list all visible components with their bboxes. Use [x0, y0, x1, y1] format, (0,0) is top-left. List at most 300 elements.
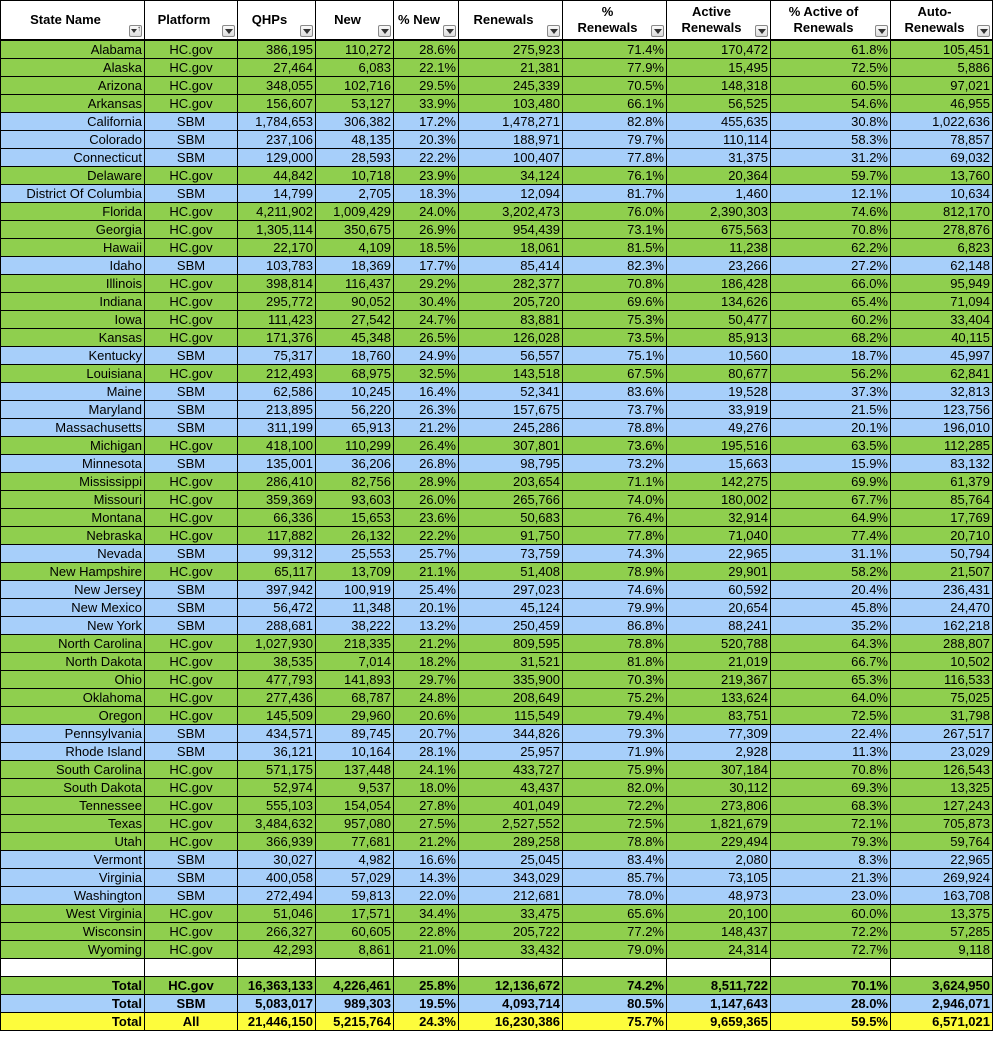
active-renewals-cell[interactable]: 22,965 — [667, 545, 771, 563]
platform-cell[interactable]: SBM — [145, 185, 238, 203]
platform-cell[interactable]: SBM — [145, 617, 238, 635]
pct-renewals-cell[interactable]: 82.0% — [563, 779, 667, 797]
renewals-cell[interactable]: 115,549 — [459, 707, 563, 725]
pct-new-cell[interactable]: 30.4% — [394, 293, 459, 311]
new-cell[interactable]: 110,272 — [316, 40, 394, 59]
active-renewals-cell[interactable]: 1,821,679 — [667, 815, 771, 833]
auto-renewals-cell[interactable]: 13,325 — [891, 779, 993, 797]
col-header-new[interactable] — [316, 1, 394, 41]
pct-active-cell[interactable]: 58.3% — [771, 131, 891, 149]
pct-renewals-cell[interactable]: 73.7% — [563, 401, 667, 419]
renewals-cell[interactable]: 433,727 — [459, 761, 563, 779]
qhps-cell[interactable]: 295,772 — [238, 293, 316, 311]
active-renewals-cell[interactable]: 273,806 — [667, 797, 771, 815]
pct-active-cell[interactable]: 62.2% — [771, 239, 891, 257]
state-name-cell[interactable]: Colorado — [1, 131, 145, 149]
qhps-cell[interactable]: 555,103 — [238, 797, 316, 815]
filter-dropdown-icon[interactable] — [378, 25, 391, 37]
pct-new-cell[interactable]: 26.3% — [394, 401, 459, 419]
qhps-cell[interactable]: 1,027,930 — [238, 635, 316, 653]
pct-renewals-cell[interactable]: 81.8% — [563, 653, 667, 671]
platform-cell[interactable]: HC.gov — [145, 779, 238, 797]
new-cell[interactable]: 141,893 — [316, 671, 394, 689]
pct-renewals-cell[interactable]: 76.0% — [563, 203, 667, 221]
new-cell[interactable]: 28,593 — [316, 149, 394, 167]
renewals-cell[interactable]: 31,521 — [459, 653, 563, 671]
qhps-cell[interactable]: 359,369 — [238, 491, 316, 509]
state-name-cell[interactable]: California — [1, 113, 145, 131]
active-renewals-cell[interactable]: 9,659,365 — [667, 1013, 771, 1031]
pct-active-cell[interactable]: 37.3% — [771, 383, 891, 401]
state-name-cell[interactable]: Arizona — [1, 77, 145, 95]
new-cell[interactable]: 10,245 — [316, 383, 394, 401]
pct-active-cell[interactable]: 8.3% — [771, 851, 891, 869]
pct-active-cell[interactable]: 70.8% — [771, 761, 891, 779]
pct-active-cell[interactable]: 79.3% — [771, 833, 891, 851]
pct-renewals-cell[interactable]: 70.5% — [563, 77, 667, 95]
auto-renewals-cell[interactable]: 1,022,636 — [891, 113, 993, 131]
pct-new-cell[interactable]: 24.8% — [394, 689, 459, 707]
auto-renewals-cell[interactable]: 22,965 — [891, 851, 993, 869]
renewals-cell[interactable]: 50,683 — [459, 509, 563, 527]
pct-active-cell[interactable]: 22.4% — [771, 725, 891, 743]
qhps-cell[interactable]: 51,046 — [238, 905, 316, 923]
renewals-cell[interactable]: 3,202,473 — [459, 203, 563, 221]
pct-new-cell[interactable]: 34.4% — [394, 905, 459, 923]
pct-active-cell[interactable]: 72.7% — [771, 941, 891, 959]
active-renewals-cell[interactable]: 20,364 — [667, 167, 771, 185]
platform-cell[interactable]: SBM — [145, 149, 238, 167]
qhps-cell[interactable]: 129,000 — [238, 149, 316, 167]
platform-cell[interactable]: SBM — [145, 347, 238, 365]
pct-new-cell[interactable]: 16.6% — [394, 851, 459, 869]
new-cell[interactable]: 82,756 — [316, 473, 394, 491]
pct-new-cell[interactable]: 18.5% — [394, 239, 459, 257]
filter-dropdown-icon[interactable] — [875, 25, 888, 37]
active-renewals-cell[interactable]: 1,147,643 — [667, 995, 771, 1013]
qhps-cell[interactable]: 237,106 — [238, 131, 316, 149]
renewals-cell[interactable]: 43,437 — [459, 779, 563, 797]
renewals-cell[interactable]: 34,124 — [459, 167, 563, 185]
new-cell[interactable]: 93,603 — [316, 491, 394, 509]
pct-active-cell[interactable]: 67.7% — [771, 491, 891, 509]
pct-active-cell[interactable]: 30.8% — [771, 113, 891, 131]
active-renewals-cell[interactable]: 85,913 — [667, 329, 771, 347]
state-name-cell[interactable]: Tennessee — [1, 797, 145, 815]
active-renewals-cell[interactable]: 133,624 — [667, 689, 771, 707]
qhps-cell[interactable]: 56,472 — [238, 599, 316, 617]
state-name-cell[interactable]: Total — [1, 1013, 145, 1031]
active-renewals-cell[interactable]: 455,635 — [667, 113, 771, 131]
auto-renewals-cell[interactable]: 812,170 — [891, 203, 993, 221]
qhps-cell[interactable]: 213,895 — [238, 401, 316, 419]
pct-new-cell[interactable]: 25.7% — [394, 545, 459, 563]
state-name-cell[interactable]: Kentucky — [1, 347, 145, 365]
pct-active-cell[interactable]: 70.1% — [771, 977, 891, 995]
active-renewals-cell[interactable]: 180,002 — [667, 491, 771, 509]
pct-new-cell[interactable]: 29.7% — [394, 671, 459, 689]
state-name-cell[interactable]: New Mexico — [1, 599, 145, 617]
pct-renewals-cell[interactable]: 80.5% — [563, 995, 667, 1013]
active-renewals-cell[interactable]: 56,525 — [667, 95, 771, 113]
platform-cell[interactable]: HC.gov — [145, 563, 238, 581]
pct-active-cell[interactable]: 20.1% — [771, 419, 891, 437]
qhps-cell[interactable]: 5,083,017 — [238, 995, 316, 1013]
auto-renewals-cell[interactable]: 105,451 — [891, 40, 993, 59]
auto-renewals-cell[interactable]: 33,404 — [891, 311, 993, 329]
platform-cell[interactable]: HC.gov — [145, 491, 238, 509]
qhps-cell[interactable]: 1,305,114 — [238, 221, 316, 239]
empty-cell[interactable] — [238, 959, 316, 977]
auto-renewals-cell[interactable]: 97,021 — [891, 77, 993, 95]
new-cell[interactable]: 26,132 — [316, 527, 394, 545]
new-cell[interactable]: 5,215,764 — [316, 1013, 394, 1031]
pct-active-cell[interactable]: 60.0% — [771, 905, 891, 923]
pct-new-cell[interactable]: 23.9% — [394, 167, 459, 185]
pct-renewals-cell[interactable]: 77.9% — [563, 59, 667, 77]
pct-renewals-cell[interactable]: 67.5% — [563, 365, 667, 383]
col-header-qhps[interactable] — [238, 1, 316, 41]
new-cell[interactable]: 68,975 — [316, 365, 394, 383]
pct-renewals-cell[interactable]: 72.5% — [563, 815, 667, 833]
platform-cell[interactable]: SBM — [145, 455, 238, 473]
auto-renewals-cell[interactable]: 3,624,950 — [891, 977, 993, 995]
auto-renewals-cell[interactable]: 62,841 — [891, 365, 993, 383]
qhps-cell[interactable]: 418,100 — [238, 437, 316, 455]
state-name-cell[interactable]: Louisiana — [1, 365, 145, 383]
pct-active-cell[interactable]: 64.0% — [771, 689, 891, 707]
col-header-active-renewals[interactable] — [667, 1, 771, 41]
pct-active-cell[interactable]: 56.2% — [771, 365, 891, 383]
auto-renewals-cell[interactable]: 269,924 — [891, 869, 993, 887]
auto-renewals-cell[interactable]: 162,218 — [891, 617, 993, 635]
auto-renewals-cell[interactable]: 32,813 — [891, 383, 993, 401]
new-cell[interactable]: 68,787 — [316, 689, 394, 707]
auto-renewals-cell[interactable]: 13,375 — [891, 905, 993, 923]
renewals-cell[interactable]: 205,720 — [459, 293, 563, 311]
qhps-cell[interactable]: 21,446,150 — [238, 1013, 316, 1031]
new-cell[interactable]: 56,220 — [316, 401, 394, 419]
active-renewals-cell[interactable]: 24,314 — [667, 941, 771, 959]
pct-active-cell[interactable]: 20.4% — [771, 581, 891, 599]
pct-new-cell[interactable]: 24.0% — [394, 203, 459, 221]
state-name-cell[interactable]: Rhode Island — [1, 743, 145, 761]
qhps-cell[interactable]: 52,974 — [238, 779, 316, 797]
auto-renewals-cell[interactable]: 116,533 — [891, 671, 993, 689]
active-renewals-cell[interactable]: 675,563 — [667, 221, 771, 239]
pct-renewals-cell[interactable]: 74.2% — [563, 977, 667, 995]
auto-renewals-cell[interactable]: 127,243 — [891, 797, 993, 815]
qhps-cell[interactable]: 266,327 — [238, 923, 316, 941]
qhps-cell[interactable]: 171,376 — [238, 329, 316, 347]
active-renewals-cell[interactable]: 110,114 — [667, 131, 771, 149]
active-renewals-cell[interactable]: 148,318 — [667, 77, 771, 95]
col-header-renewals[interactable] — [459, 1, 563, 41]
qhps-cell[interactable]: 398,814 — [238, 275, 316, 293]
state-name-cell[interactable]: Illinois — [1, 275, 145, 293]
pct-renewals-cell[interactable]: 70.8% — [563, 275, 667, 293]
pct-renewals-cell[interactable]: 71.1% — [563, 473, 667, 491]
renewals-cell[interactable]: 343,029 — [459, 869, 563, 887]
renewals-cell[interactable]: 208,649 — [459, 689, 563, 707]
active-renewals-cell[interactable]: 20,100 — [667, 905, 771, 923]
pct-renewals-cell[interactable]: 76.1% — [563, 167, 667, 185]
active-renewals-cell[interactable]: 2,080 — [667, 851, 771, 869]
pct-active-cell[interactable]: 68.2% — [771, 329, 891, 347]
qhps-cell[interactable]: 400,058 — [238, 869, 316, 887]
qhps-cell[interactable]: 3,484,632 — [238, 815, 316, 833]
new-cell[interactable]: 7,014 — [316, 653, 394, 671]
state-name-cell[interactable]: Oklahoma — [1, 689, 145, 707]
auto-renewals-cell[interactable]: 83,132 — [891, 455, 993, 473]
pct-renewals-cell[interactable]: 78.8% — [563, 419, 667, 437]
auto-renewals-cell[interactable]: 10,502 — [891, 653, 993, 671]
auto-renewals-cell[interactable]: 126,543 — [891, 761, 993, 779]
pct-renewals-cell[interactable]: 73.5% — [563, 329, 667, 347]
platform-cell[interactable]: SBM — [145, 869, 238, 887]
state-name-cell[interactable]: Wisconsin — [1, 923, 145, 941]
state-name-cell[interactable]: Washington — [1, 887, 145, 905]
platform-cell[interactable]: HC.gov — [145, 329, 238, 347]
renewals-cell[interactable]: 98,795 — [459, 455, 563, 473]
state-name-cell[interactable]: Alaska — [1, 59, 145, 77]
renewals-cell[interactable]: 25,957 — [459, 743, 563, 761]
pct-active-cell[interactable]: 54.6% — [771, 95, 891, 113]
qhps-cell[interactable]: 65,117 — [238, 563, 316, 581]
platform-cell[interactable]: HC.gov — [145, 797, 238, 815]
filter-dropdown-icon[interactable] — [547, 25, 560, 37]
new-cell[interactable]: 2,705 — [316, 185, 394, 203]
qhps-cell[interactable]: 288,681 — [238, 617, 316, 635]
empty-cell[interactable] — [1, 959, 145, 977]
pct-renewals-cell[interactable]: 79.9% — [563, 599, 667, 617]
new-cell[interactable]: 218,335 — [316, 635, 394, 653]
pct-new-cell[interactable]: 26.8% — [394, 455, 459, 473]
new-cell[interactable]: 29,960 — [316, 707, 394, 725]
platform-cell[interactable]: SBM — [145, 383, 238, 401]
qhps-cell[interactable]: 311,199 — [238, 419, 316, 437]
pct-new-cell[interactable]: 26.9% — [394, 221, 459, 239]
pct-new-cell[interactable]: 33.9% — [394, 95, 459, 113]
active-renewals-cell[interactable]: 170,472 — [667, 40, 771, 59]
col-header-pct-new[interactable] — [394, 1, 459, 41]
pct-new-cell[interactable]: 18.0% — [394, 779, 459, 797]
state-name-cell[interactable]: North Dakota — [1, 653, 145, 671]
pct-active-cell[interactable]: 18.7% — [771, 347, 891, 365]
col-header-platform[interactable] — [145, 1, 238, 41]
filter-dropdown-icon[interactable] — [977, 25, 990, 37]
new-cell[interactable]: 102,716 — [316, 77, 394, 95]
active-renewals-cell[interactable]: 19,528 — [667, 383, 771, 401]
pct-new-cell[interactable]: 20.7% — [394, 725, 459, 743]
new-cell[interactable]: 18,760 — [316, 347, 394, 365]
qhps-cell[interactable]: 156,607 — [238, 95, 316, 113]
pct-new-cell[interactable]: 27.8% — [394, 797, 459, 815]
state-name-cell[interactable]: District Of Columbia — [1, 185, 145, 203]
renewals-cell[interactable]: 143,518 — [459, 365, 563, 383]
qhps-cell[interactable]: 103,783 — [238, 257, 316, 275]
new-cell[interactable]: 15,653 — [316, 509, 394, 527]
pct-active-cell[interactable]: 21.5% — [771, 401, 891, 419]
pct-renewals-cell[interactable]: 77.8% — [563, 527, 667, 545]
qhps-cell[interactable]: 16,363,133 — [238, 977, 316, 995]
active-renewals-cell[interactable]: 148,437 — [667, 923, 771, 941]
state-name-cell[interactable]: Michigan — [1, 437, 145, 455]
pct-renewals-cell[interactable]: 75.3% — [563, 311, 667, 329]
platform-cell[interactable]: HC.gov — [145, 635, 238, 653]
pct-renewals-cell[interactable]: 78.8% — [563, 635, 667, 653]
auto-renewals-cell[interactable]: 71,094 — [891, 293, 993, 311]
pct-new-cell[interactable]: 25.4% — [394, 581, 459, 599]
pct-renewals-cell[interactable]: 78.8% — [563, 833, 667, 851]
platform-cell[interactable]: HC.gov — [145, 59, 238, 77]
auto-renewals-cell[interactable]: 40,115 — [891, 329, 993, 347]
state-name-cell[interactable]: Nevada — [1, 545, 145, 563]
pct-new-cell[interactable]: 22.8% — [394, 923, 459, 941]
platform-cell[interactable]: HC.gov — [145, 473, 238, 491]
qhps-cell[interactable]: 36,121 — [238, 743, 316, 761]
empty-cell[interactable] — [667, 959, 771, 977]
active-renewals-cell[interactable]: 50,477 — [667, 311, 771, 329]
platform-cell[interactable]: HC.gov — [145, 311, 238, 329]
active-renewals-cell[interactable]: 83,751 — [667, 707, 771, 725]
platform-cell[interactable]: HC.gov — [145, 239, 238, 257]
qhps-cell[interactable]: 66,336 — [238, 509, 316, 527]
auto-renewals-cell[interactable]: 2,946,071 — [891, 995, 993, 1013]
new-cell[interactable]: 10,164 — [316, 743, 394, 761]
qhps-cell[interactable]: 386,195 — [238, 40, 316, 59]
active-renewals-cell[interactable]: 10,560 — [667, 347, 771, 365]
renewals-cell[interactable]: 205,722 — [459, 923, 563, 941]
state-name-cell[interactable]: Arkansas — [1, 95, 145, 113]
col-header-pct-renewals[interactable] — [563, 1, 667, 41]
qhps-cell[interactable]: 75,317 — [238, 347, 316, 365]
pct-new-cell[interactable]: 26.5% — [394, 329, 459, 347]
renewals-cell[interactable]: 4,093,714 — [459, 995, 563, 1013]
auto-renewals-cell[interactable]: 23,029 — [891, 743, 993, 761]
active-renewals-cell[interactable]: 49,276 — [667, 419, 771, 437]
qhps-cell[interactable]: 212,493 — [238, 365, 316, 383]
pct-active-cell[interactable]: 31.2% — [771, 149, 891, 167]
pct-active-cell[interactable]: 45.8% — [771, 599, 891, 617]
pct-active-cell[interactable]: 27.2% — [771, 257, 891, 275]
renewals-cell[interactable]: 157,675 — [459, 401, 563, 419]
state-name-cell[interactable]: Total — [1, 995, 145, 1013]
auto-renewals-cell[interactable]: 6,823 — [891, 239, 993, 257]
pct-active-cell[interactable]: 72.2% — [771, 923, 891, 941]
auto-renewals-cell[interactable]: 112,285 — [891, 437, 993, 455]
pct-renewals-cell[interactable]: 86.8% — [563, 617, 667, 635]
auto-renewals-cell[interactable]: 85,764 — [891, 491, 993, 509]
platform-cell[interactable]: HC.gov — [145, 977, 238, 995]
platform-cell[interactable]: HC.gov — [145, 365, 238, 383]
active-renewals-cell[interactable]: 60,592 — [667, 581, 771, 599]
platform-cell[interactable]: SBM — [145, 995, 238, 1013]
pct-renewals-cell[interactable]: 79.4% — [563, 707, 667, 725]
renewals-cell[interactable]: 245,286 — [459, 419, 563, 437]
platform-cell[interactable]: HC.gov — [145, 671, 238, 689]
state-name-cell[interactable]: Vermont — [1, 851, 145, 869]
renewals-cell[interactable]: 954,439 — [459, 221, 563, 239]
pct-active-cell[interactable]: 70.8% — [771, 221, 891, 239]
platform-cell[interactable]: HC.gov — [145, 437, 238, 455]
auto-renewals-cell[interactable]: 20,710 — [891, 527, 993, 545]
platform-cell[interactable]: HC.gov — [145, 689, 238, 707]
pct-active-cell[interactable]: 72.5% — [771, 59, 891, 77]
platform-cell[interactable]: SBM — [145, 851, 238, 869]
qhps-cell[interactable]: 27,464 — [238, 59, 316, 77]
state-name-cell[interactable]: Ohio — [1, 671, 145, 689]
col-header-auto-renewals[interactable] — [891, 1, 993, 41]
platform-cell[interactable]: SBM — [145, 599, 238, 617]
pct-renewals-cell[interactable]: 73.2% — [563, 455, 667, 473]
auto-renewals-cell[interactable]: 9,118 — [891, 941, 993, 959]
auto-renewals-cell[interactable]: 45,997 — [891, 347, 993, 365]
renewals-cell[interactable]: 56,557 — [459, 347, 563, 365]
pct-new-cell[interactable]: 17.2% — [394, 113, 459, 131]
pct-renewals-cell[interactable]: 72.2% — [563, 797, 667, 815]
pct-renewals-cell[interactable]: 76.4% — [563, 509, 667, 527]
qhps-cell[interactable]: 477,793 — [238, 671, 316, 689]
pct-renewals-cell[interactable]: 85.7% — [563, 869, 667, 887]
active-renewals-cell[interactable]: 20,654 — [667, 599, 771, 617]
filter-dropdown-icon[interactable] — [222, 25, 235, 37]
qhps-cell[interactable]: 22,170 — [238, 239, 316, 257]
state-name-cell[interactable]: South Carolina — [1, 761, 145, 779]
auto-renewals-cell[interactable]: 57,285 — [891, 923, 993, 941]
active-renewals-cell[interactable]: 15,495 — [667, 59, 771, 77]
filter-dropdown-icon[interactable] — [300, 25, 313, 37]
qhps-cell[interactable]: 272,494 — [238, 887, 316, 905]
state-name-cell[interactable]: South Dakota — [1, 779, 145, 797]
auto-renewals-cell[interactable]: 95,949 — [891, 275, 993, 293]
col-header-state-name[interactable] — [1, 1, 145, 41]
qhps-cell[interactable]: 366,939 — [238, 833, 316, 851]
qhps-cell[interactable]: 42,293 — [238, 941, 316, 959]
auto-renewals-cell[interactable]: 59,764 — [891, 833, 993, 851]
pct-renewals-cell[interactable]: 74.3% — [563, 545, 667, 563]
pct-new-cell[interactable]: 22.1% — [394, 59, 459, 77]
active-renewals-cell[interactable]: 134,626 — [667, 293, 771, 311]
renewals-cell[interactable]: 265,766 — [459, 491, 563, 509]
platform-cell[interactable]: HC.gov — [145, 221, 238, 239]
platform-cell[interactable]: HC.gov — [145, 95, 238, 113]
new-cell[interactable]: 25,553 — [316, 545, 394, 563]
platform-cell[interactable]: HC.gov — [145, 275, 238, 293]
state-name-cell[interactable]: Missouri — [1, 491, 145, 509]
pct-new-cell[interactable]: 24.3% — [394, 1013, 459, 1031]
renewals-cell[interactable]: 282,377 — [459, 275, 563, 293]
active-renewals-cell[interactable]: 80,677 — [667, 365, 771, 383]
pct-new-cell[interactable]: 13.2% — [394, 617, 459, 635]
new-cell[interactable]: 60,605 — [316, 923, 394, 941]
platform-cell[interactable]: HC.gov — [145, 905, 238, 923]
pct-new-cell[interactable]: 17.7% — [394, 257, 459, 275]
state-name-cell[interactable]: Idaho — [1, 257, 145, 275]
pct-renewals-cell[interactable]: 75.1% — [563, 347, 667, 365]
state-name-cell[interactable]: Hawaii — [1, 239, 145, 257]
renewals-cell[interactable]: 73,759 — [459, 545, 563, 563]
pct-new-cell[interactable]: 18.3% — [394, 185, 459, 203]
auto-renewals-cell[interactable]: 705,873 — [891, 815, 993, 833]
pct-new-cell[interactable]: 27.5% — [394, 815, 459, 833]
new-cell[interactable]: 100,919 — [316, 581, 394, 599]
empty-cell[interactable] — [563, 959, 667, 977]
empty-cell[interactable] — [891, 959, 993, 977]
renewals-cell[interactable]: 250,459 — [459, 617, 563, 635]
platform-cell[interactable]: HC.gov — [145, 293, 238, 311]
new-cell[interactable]: 350,675 — [316, 221, 394, 239]
